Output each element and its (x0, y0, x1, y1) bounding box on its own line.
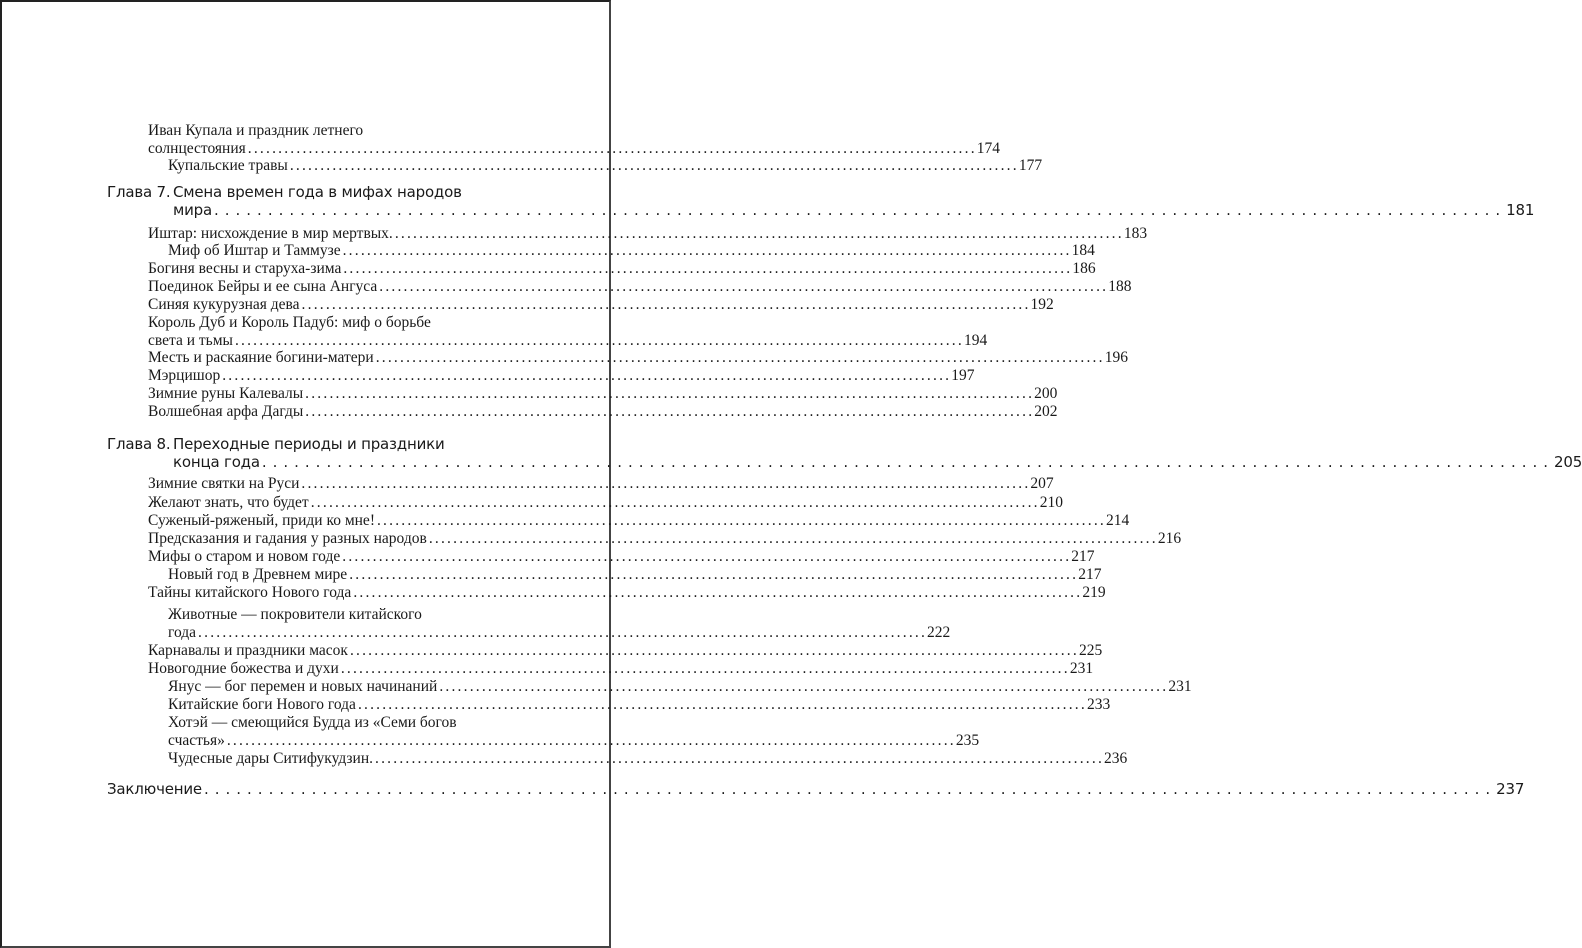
entry-title: Синяя кукурузная дева (148, 296, 300, 313)
toc-entry[interactable] (168, 731, 980, 750)
dot-leader: ........................................................................................................................ (226, 731, 956, 749)
dot-leader: ........................................................................................................................ (247, 139, 977, 157)
entry-title: Переходные периоды и праздники (173, 435, 445, 453)
page-number: 233 (1086, 696, 1111, 713)
page-number: 186 (1072, 260, 1096, 277)
toc-entry[interactable] (168, 696, 1111, 714)
toc-entry[interactable] (168, 678, 1192, 696)
toc-entry[interactable] (148, 385, 1058, 403)
entry-title: Мэрцишор (148, 367, 221, 384)
dot-leader: ........................................................................................................................ (198, 623, 928, 641)
entry-title: Китайские боги Нового года (168, 696, 356, 713)
dot-leader: ........................................................................................................................ (376, 512, 1106, 529)
page-number: 183 (1123, 225, 1148, 242)
toc-entry[interactable] (168, 157, 1043, 175)
dot-leader: ........................................................................................................................ (343, 260, 1073, 277)
toc-entry[interactable] (148, 660, 1094, 678)
entry-title: конца года (173, 452, 260, 471)
dot-leader: ........................................................................................................................ (222, 367, 952, 384)
entry-title: Животные — покровители китайского (168, 606, 422, 623)
entry-title: Тайны китайского Нового года (148, 584, 352, 601)
toc-entry[interactable] (148, 331, 988, 350)
dot-leader: ........................................................................................................................ (375, 750, 1105, 767)
dot-leader: ........................................................................................................................ (349, 642, 1079, 659)
page-number: 235 (955, 731, 980, 749)
entry-title: Хотэй — смеющийся Будда из «Семи богов (168, 714, 457, 731)
toc-entry[interactable] (148, 225, 1148, 243)
dot-leader: ........................................................................................................................ (342, 548, 1072, 565)
toc-entry[interactable] (148, 584, 1106, 602)
dot-leader: ........................................................................................................................ (203, 780, 1497, 798)
toc-entry[interactable] (148, 260, 1096, 278)
page-number: 188 (1108, 278, 1132, 295)
toc-entry[interactable] (148, 530, 1182, 548)
entry-title: Зимние святки на Руси (148, 475, 300, 492)
page-number: 217 (1071, 548, 1095, 565)
entry-title: Месть и раскаяние богини-матери (148, 349, 374, 366)
page-number: 184 (1071, 242, 1095, 259)
page-number: 197 (951, 367, 975, 384)
page-number: 196 (1104, 349, 1128, 366)
page-number: 181 (1506, 200, 1535, 219)
entry-title: Поединок Бейры и ее сына Ангуса (148, 278, 378, 295)
page-number: 177 (1018, 157, 1043, 174)
entry-title: Карнавалы и праздники масок (148, 642, 348, 659)
page-number: 207 (1030, 475, 1054, 492)
page-number: 214 (1105, 512, 1130, 529)
toc-entry[interactable] (148, 475, 1054, 493)
dot-leader: ........................................................................................................................ (310, 494, 1040, 511)
page-number: 225 (1078, 642, 1103, 659)
entry-title: Король Дуб и Король Падуб: миф о борьбе (148, 314, 431, 331)
chapter-prefix: Глава 8. (107, 435, 171, 453)
dot-leader: ........................................................................................................................ (301, 475, 1031, 492)
dot-leader: ........................................................................................................................ (289, 157, 1019, 174)
page-number: 202 (1034, 403, 1058, 420)
page-number: 231 (1168, 678, 1192, 695)
page-number: 174 (976, 139, 1001, 157)
toc-entry[interactable] (148, 139, 1001, 158)
dot-leader: ........................................................................................................................ (301, 296, 1031, 313)
page-number: 222 (927, 623, 951, 641)
toc-chapter-entry[interactable] (173, 435, 445, 453)
entry-title: Новогодние божества и духи (148, 660, 339, 677)
entry-title: года (168, 623, 197, 641)
entry-title: Волшебная арфа Дагды (148, 403, 304, 420)
toc-entry[interactable] (148, 296, 1054, 314)
toc-chapter-entry[interactable] (173, 200, 1535, 219)
dot-leader: ........................................................................................................................ (375, 349, 1105, 366)
dot-leader: ........................................................................................................................ (357, 696, 1087, 713)
page-number: 219 (1082, 584, 1106, 601)
entry-title: Чудесные дары Ситифукудзин. (168, 750, 374, 767)
page-number: 237 (1496, 780, 1525, 798)
dot-leader: ........................................................................................................................ (305, 385, 1035, 402)
toc-chapter-entry[interactable] (173, 183, 462, 201)
entry-title: Миф об Иштар и Таммузе (168, 242, 341, 259)
dot-leader: ........................................................................................................................ (394, 225, 1124, 242)
page-number: 217 (1078, 566, 1102, 583)
dot-leader: ........................................................................................................................ (261, 452, 1555, 471)
toc-chapter-entry[interactable] (173, 452, 1582, 471)
entry-title: Мифы о старом и новом годе (148, 548, 341, 565)
dot-leader: ........................................................................................................................ (349, 566, 1079, 583)
dot-leader: ........................................................................................................................ (439, 678, 1169, 695)
page-number: 210 (1039, 494, 1063, 511)
dot-leader: ........................................................................................................................ (213, 200, 1507, 219)
entry-title: Богиня весны и старуха-зима (148, 260, 342, 277)
toc-entry[interactable] (148, 548, 1095, 566)
entry-title: Новый год в Древнем мире (168, 566, 348, 583)
toc-entry[interactable] (168, 566, 1102, 584)
entry-title: Заключение (107, 780, 202, 798)
dot-leader: ........................................................................................................................ (234, 331, 964, 349)
entry-title: Суженый-ряженый, приди ко мне! (148, 512, 375, 529)
toc-entry[interactable] (148, 349, 1128, 367)
dot-leader: ........................................................................................................................ (428, 530, 1158, 547)
entry-title: света и тьмы (148, 331, 233, 349)
page-number: 192 (1030, 296, 1054, 313)
entry-title: счастья» (168, 731, 225, 749)
toc-entry[interactable] (168, 623, 951, 642)
toc-entry[interactable] (148, 314, 431, 332)
toc-entry[interactable] (148, 403, 1058, 421)
page-number: 236 (1104, 750, 1128, 767)
page-number: 194 (963, 331, 988, 349)
toc-entry[interactable] (148, 494, 1063, 512)
entry-title: Предсказания и гадания у разных народов (148, 530, 427, 547)
dot-leader: ........................................................................................................................ (379, 278, 1109, 295)
entry-title: Янус — бог перемен и новых начинаний (168, 678, 438, 695)
toc-entry[interactable] (148, 122, 363, 140)
dot-leader: ........................................................................................................................ (340, 660, 1070, 677)
toc-entry[interactable] (168, 714, 457, 732)
page-number: 231 (1069, 660, 1094, 677)
entry-title: Зимние руны Калевалы (148, 385, 304, 402)
dot-leader: ........................................................................................................................ (353, 584, 1083, 601)
page-number: 216 (1157, 530, 1182, 547)
toc-conclusion-entry[interactable] (107, 780, 1525, 798)
page-number: 200 (1034, 385, 1058, 402)
toc-entry[interactable] (168, 750, 1128, 768)
chapter-prefix: Глава 7. (107, 183, 171, 201)
toc-entry[interactable] (148, 367, 975, 385)
entry-title: солнцестояния (148, 139, 246, 157)
toc-entry[interactable] (148, 642, 1103, 660)
page-number: 205 (1554, 452, 1582, 471)
dot-leader: ........................................................................................................................ (305, 403, 1035, 420)
toc-entry[interactable] (168, 606, 422, 624)
toc-entry[interactable] (148, 512, 1130, 530)
entry-title: Купальские травы (168, 157, 288, 174)
toc-entry[interactable] (168, 242, 1095, 260)
entry-title: Желают знать, что будет (148, 494, 309, 511)
toc-entry[interactable] (148, 278, 1132, 296)
entry-title: Иштар: нисхождение в мир мертвых. (148, 225, 393, 242)
dot-leader: ........................................................................................................................ (342, 242, 1072, 259)
entry-title: Иван Купала и праздник летнего (148, 122, 364, 139)
entry-title: мира (173, 200, 212, 219)
entry-title: Смена времен года в мифах народов (173, 183, 462, 201)
